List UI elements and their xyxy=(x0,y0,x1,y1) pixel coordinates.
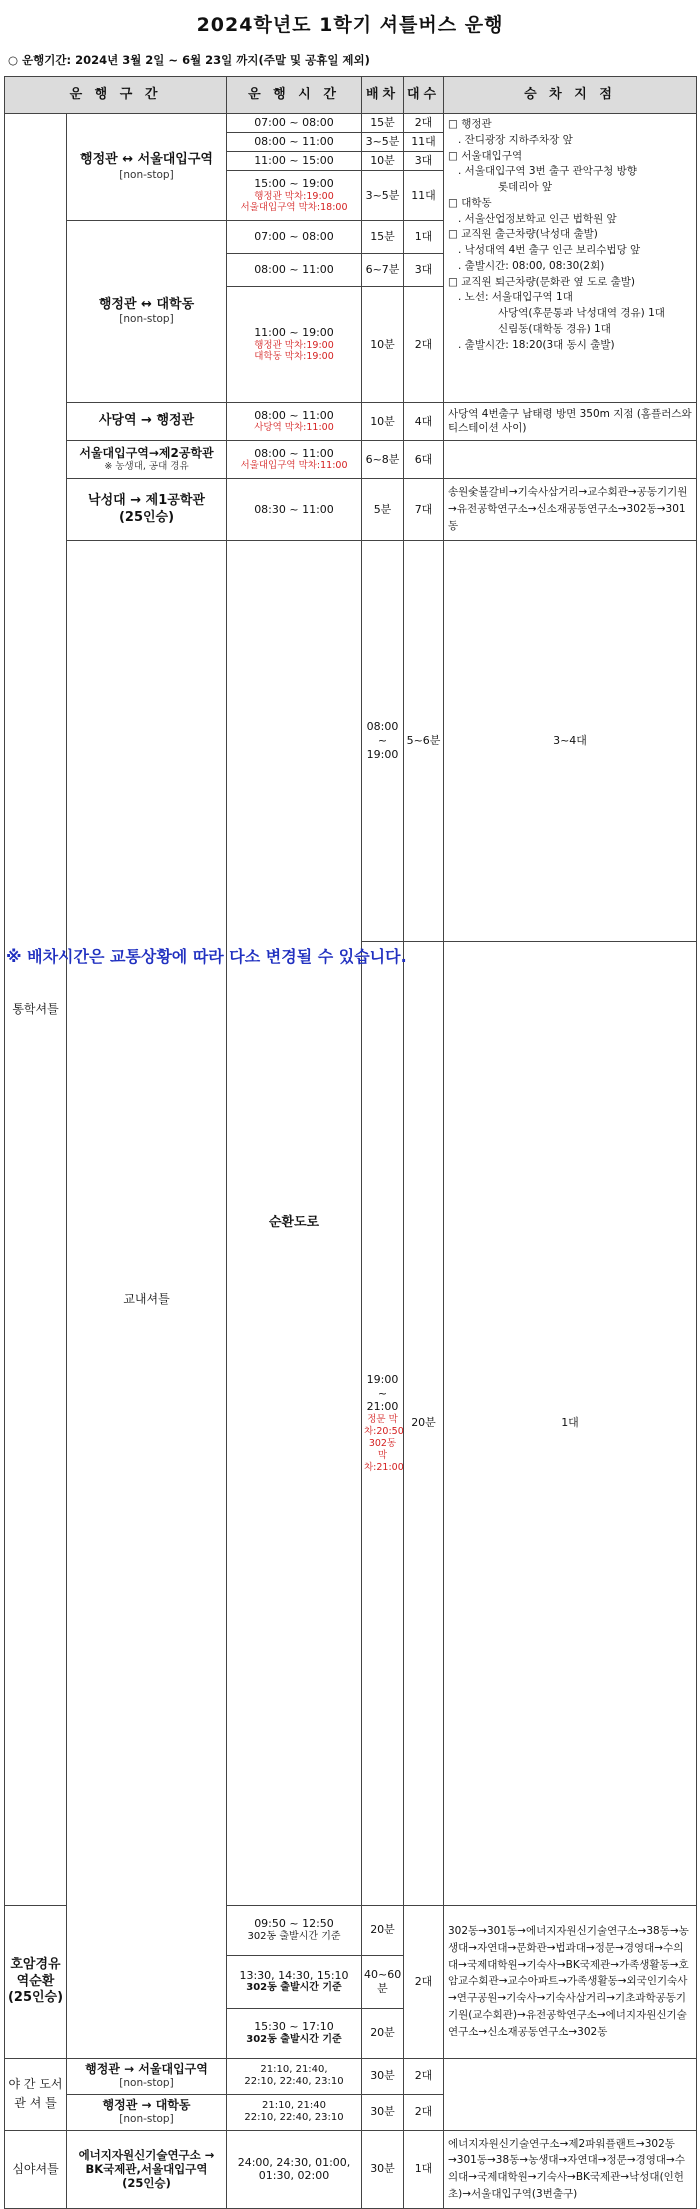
route-name: 행정관 → 대학동 xyxy=(102,2098,191,2113)
interval-cell: 6~7분 xyxy=(362,254,404,287)
last-bus-note: 행정관 막차:19:00 xyxy=(254,339,334,351)
table-row xyxy=(5,114,697,133)
time-cell: 07:00 ~ 08:00 xyxy=(227,114,362,133)
route-r6: 순환도로 xyxy=(227,541,362,1906)
buses-cell: 1대 xyxy=(444,941,697,1905)
table-row xyxy=(5,441,697,479)
time-cell xyxy=(227,2130,362,2208)
route-name: 행정관 → 서울대입구역 xyxy=(85,2062,208,2077)
buses-cell: 7대 xyxy=(404,479,444,541)
time-cell xyxy=(227,171,362,221)
interval-cell: 6~8분 xyxy=(362,441,404,479)
stop-line: □ 교직원 퇴근차량(문화관 옆 도로 출발) xyxy=(448,275,635,288)
buses-cell: 2대 xyxy=(404,1905,444,2058)
stop-line: . 출발시간: 08:00, 08:30(2회) xyxy=(458,259,605,272)
interval-cell: 10분 xyxy=(362,403,404,441)
stop-line: . 서울산업정보학교 인근 법학원 앞 xyxy=(458,212,617,225)
stops-r3: 사당역 4번출구 남태령 방면 350m 지점 (홈플러스와 티스테이션 사이) xyxy=(444,403,697,441)
buses-cell: 3대 xyxy=(404,152,444,171)
last-bus-note: 302동 막차:21:00 xyxy=(364,1437,404,1473)
time-cell xyxy=(227,2058,362,2094)
interval-cell: 30분 xyxy=(362,2058,404,2094)
table-row xyxy=(5,403,697,441)
stop-line: . 서울대입구역 3번 출구 관악구청 방향 xyxy=(458,165,637,178)
category-commute: 통학셔틀 xyxy=(5,114,67,1906)
last-bus-note: 서울대입구역 막차:18:00 xyxy=(240,202,348,214)
time-line: 01:30, 02:00 xyxy=(258,2169,330,2183)
time-range: 15:30 ~ 17:10 xyxy=(254,2020,334,2034)
route-name: 행정관 ↔ 서울대입구역 xyxy=(80,152,213,168)
commute-stops xyxy=(444,114,697,403)
buses-cell: 11대 xyxy=(404,171,444,221)
route-r7 xyxy=(5,1905,67,2058)
time-cell xyxy=(227,2008,362,2058)
stop-line: 롯데리아 앞 xyxy=(498,181,553,193)
last-bus-note: 사당역 막차:11:00 xyxy=(254,422,334,434)
time-cell xyxy=(362,941,404,1905)
stop-line: □ 행정관 xyxy=(448,118,492,130)
table-row xyxy=(5,479,697,541)
interval-cell: 10분 xyxy=(362,152,404,171)
buses-cell: 1대 xyxy=(404,221,444,254)
stop-line: 신림동(대학동 경유) 1대 xyxy=(498,322,611,335)
buses-cell: 3~4대 xyxy=(444,541,697,942)
header-section: 운 행 구 간 xyxy=(5,77,227,114)
stops-r10: 에너지자원신기술연구소→제2파워플랜트→302동→301동→38동→농생대→자연대→정문→경영대→수의대→국제대학원→기숙사→BK국제관→낙성대(인헌초)→서울대입구역(3번출구) xyxy=(444,2130,697,2208)
interval-cell: 30분 xyxy=(362,2130,404,2208)
time-cell xyxy=(227,441,362,479)
time-cell: 08:00 ~ 19:00 xyxy=(362,541,404,942)
route-name: 낙성대 → 제1공학관 xyxy=(88,493,205,509)
buses-cell: 6대 xyxy=(404,441,444,479)
buses-cell: 4대 xyxy=(404,403,444,441)
time-cell: 08:00 ~ 11:00 xyxy=(227,133,362,152)
route-r1 xyxy=(67,114,227,221)
time-range: 08:00 ~ 11:00 xyxy=(254,446,334,460)
buses-cell: 2대 xyxy=(404,2094,444,2130)
route-sub: [non-stop] xyxy=(119,2077,174,2090)
buses-cell: 11대 xyxy=(404,133,444,152)
time-line: 24:00, 24:30, 01:00, xyxy=(237,2155,351,2169)
route-r9 xyxy=(67,2094,227,2130)
time-range: 08:00 ~ 11:00 xyxy=(254,408,334,422)
interval-cell: 20분 xyxy=(362,2008,404,2058)
stop-line: □ 교직원 출근차량(낙성대 출발) xyxy=(448,228,598,241)
route-r4 xyxy=(67,441,227,479)
route-r10 xyxy=(67,2130,227,2208)
stop-line: . 잔디광장 지하주차장 앞 xyxy=(458,133,573,146)
route-r5 xyxy=(67,479,227,541)
base-note: 302동 출발시간 기준 xyxy=(246,2033,342,2045)
route-name: 에너지자원신기술연구소 → xyxy=(78,2147,215,2162)
time-cell: 08:30 ~ 11:00 xyxy=(227,479,362,541)
route-r8 xyxy=(67,2058,227,2094)
time-cell xyxy=(227,403,362,441)
base-note: 302동 출발시간 기준 xyxy=(246,1982,342,1994)
interval-cell: 5분 xyxy=(362,479,404,541)
interval-cell: 5~6분 xyxy=(404,541,444,942)
last-bus-note: 서울대입구역 막차:11:00 xyxy=(240,460,348,472)
table-header-row xyxy=(5,77,697,114)
time-line: 22:10, 22:40, 23:10 xyxy=(244,2076,344,2088)
interval-cell: 20분 xyxy=(362,1905,404,1955)
stop-line: 사당역(후문통과 낙성대역 경유) 1대 xyxy=(498,307,665,319)
interval-cell: 15분 xyxy=(362,221,404,254)
header-stops: 승 차 지 점 xyxy=(444,77,697,114)
route-name: 서울대입구역→제2공학관 xyxy=(79,446,214,461)
category-night-study: 야 간 도서관 셔 틀 xyxy=(5,2058,67,2130)
route-sub: [non-stop] xyxy=(119,313,174,326)
last-bus-note: 대학동 막차:19:00 xyxy=(254,351,334,363)
interval-cell: 15분 xyxy=(362,114,404,133)
time-cell: 11:00 ~ 15:00 xyxy=(227,152,362,171)
buses-cell: 2대 xyxy=(404,114,444,133)
buses-cell: 2대 xyxy=(404,2058,444,2094)
interval-cell: 20분 xyxy=(404,941,444,1905)
time-cell: 07:00 ~ 08:00 xyxy=(227,221,362,254)
stop-line: . 출발시간: 18:20(3대 동시 출발) xyxy=(458,338,615,351)
route-sub: [non-stop] xyxy=(119,168,174,181)
route-sub: (25인승) xyxy=(118,509,175,525)
interval-cell: 40~60분 xyxy=(362,1955,404,2008)
time-range: 11:00 ~ 19:00 xyxy=(254,325,334,339)
time-line: 21:10, 21:40, xyxy=(260,2063,328,2075)
route-r2 xyxy=(67,221,227,403)
interval-cell: 10분 xyxy=(362,287,404,403)
stops-night-empty xyxy=(444,2058,697,2130)
time-range: 13:30, 14:30, 15:10 xyxy=(239,1968,349,1982)
interval-cell: 3~5분 xyxy=(362,171,404,221)
interval-cell: 30분 xyxy=(362,2094,404,2130)
route-r3: 사당역 → 행정관 xyxy=(67,403,227,441)
last-bus-note: 정문 막차:20:50 xyxy=(364,1414,404,1438)
time-cell: 08:00 ~ 11:00 xyxy=(227,254,362,287)
shuttle-schedule-table xyxy=(4,76,697,2209)
time-cell xyxy=(227,1955,362,2008)
time-cell xyxy=(227,2094,362,2130)
stop-line: □ 대학동 xyxy=(448,196,492,209)
stop-line: □ 서울대입구역 xyxy=(448,149,523,162)
category-campus: 교내셔틀 xyxy=(67,541,227,2059)
header-buses: 대수 xyxy=(404,77,444,114)
stop-line: . 노선: 서울대입구역 1대 xyxy=(458,291,573,304)
buses-cell: 1대 xyxy=(404,2130,444,2208)
table-row xyxy=(5,2058,697,2094)
buses-cell: 3대 xyxy=(404,254,444,287)
footer-note: ※ 배차시간은 교통상황에 따라 다소 변경될 수 있습니다. xyxy=(6,947,407,966)
stops-r7: 302동→301동→에너지자원신기술연구소→38동→농생대→자연대→문화관→법과대→정문→경영대→수의대→국제대학원→기숙사→BK국제관→가족생활동→호암교수회관→교수아파트→가족생활동→외국인기숙사→연구공원→기숙사→기숙사삼거리→기초과학공동기기원(교수회관)→유전공학연구소→에너지자원신기술연구소→신소재공동연구소→302동 xyxy=(444,1905,697,2058)
route-name: 행정관 ↔ 대학동 xyxy=(98,296,195,312)
time-line: 22:10, 22:40, 23:10 xyxy=(244,2112,344,2124)
stop-line: . 낙성대역 4번 출구 인근 보리수법당 앞 xyxy=(458,244,641,256)
operation-period: ○ 운행기간: 2024년 3월 2일 ~ 6월 23일 까지(주말 및 공휴일 제외) xyxy=(8,53,370,67)
base-note: 302동 출발시간 기준 xyxy=(247,1930,341,1942)
time-cell xyxy=(227,1905,362,1955)
route-name: BK국제관,서울대입구역 xyxy=(85,2162,208,2177)
table-row xyxy=(5,541,697,942)
page-title: 2024학년도 1학기 셔틀버스 운행 xyxy=(196,14,504,36)
time-range: 19:00 ~ 21:00 xyxy=(366,1372,399,1414)
time-cell xyxy=(227,287,362,403)
route-name: 호암경유 역순환 xyxy=(10,1957,61,1989)
category-late: 심야셔틀 xyxy=(5,2130,67,2208)
route-sub: ※ 농생대, 공대 경유 xyxy=(104,461,189,473)
last-bus-note: 행정관 막차:19:00 xyxy=(254,190,334,202)
buses-cell: 2대 xyxy=(404,287,444,403)
time-range: 15:00 ~ 19:00 xyxy=(254,176,334,190)
time-range: 09:50 ~ 12:50 xyxy=(254,1917,334,1931)
route-sub: (25인승) xyxy=(122,2176,171,2191)
interval-cell: 3~5분 xyxy=(362,133,404,152)
table-row xyxy=(5,2130,697,2208)
route-sub: [non-stop] xyxy=(119,2113,174,2126)
route-sub: (25인승) xyxy=(7,1989,64,2005)
stops-r4-empty xyxy=(444,441,697,479)
header-interval: 배차 xyxy=(362,77,404,114)
stops-r5: 송원숯불갈비→기숙사삼거리→교수회관→공동기기원→유전공학연구소→신소재공동연구소→302동→301동 xyxy=(444,479,697,541)
header-time: 운 행 시 간 xyxy=(227,77,362,114)
time-line: 21:10, 21:40 xyxy=(262,2099,326,2111)
